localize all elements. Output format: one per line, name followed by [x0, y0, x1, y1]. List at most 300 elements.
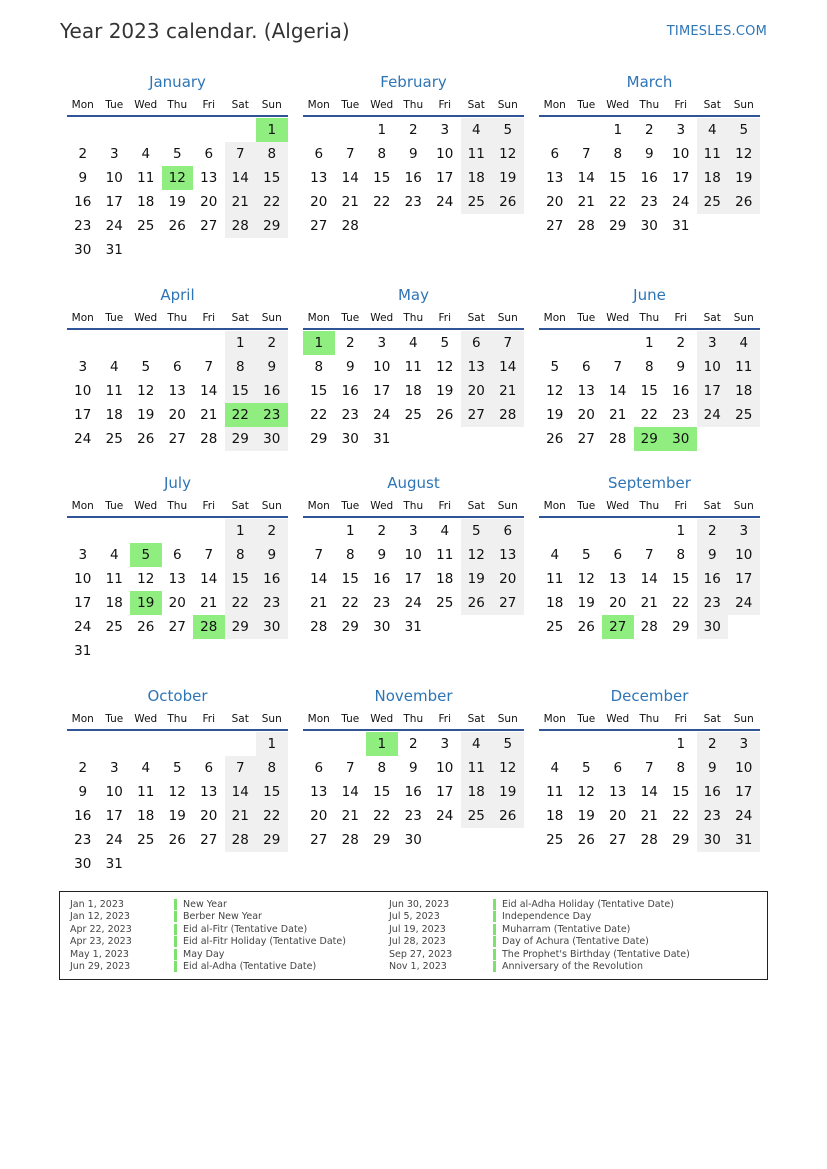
weekday-label: Tue	[577, 713, 596, 725]
day-cell: 23	[74, 832, 92, 848]
day-cell: 26	[492, 804, 524, 828]
day-cell: 17	[697, 379, 729, 403]
weekday-label: Thu	[167, 713, 188, 725]
day-cell: 23	[697, 804, 729, 828]
day-cell: 28	[609, 431, 627, 447]
day-cell: 24	[697, 403, 729, 427]
holiday-marker	[493, 899, 496, 910]
day-cell: 3	[78, 547, 88, 563]
weekday-header	[67, 711, 288, 731]
weekday-label: Sun	[497, 713, 518, 725]
holiday-row	[70, 898, 346, 911]
weekday-label: Wed	[134, 500, 158, 512]
weekday-label: Tue	[577, 99, 596, 111]
weekday-label: Sat	[467, 500, 485, 512]
day-cell: 19	[492, 780, 524, 804]
day-cell: 6	[314, 760, 324, 776]
weekday-label: Wed	[134, 312, 158, 324]
weekday-header	[67, 310, 288, 330]
month-august	[303, 473, 524, 639]
day-cell: 27	[168, 431, 186, 447]
day-cell: 26	[461, 591, 493, 615]
day-cell: 7	[314, 547, 324, 563]
day-cell: 18	[105, 595, 123, 611]
day-cell: 20	[168, 595, 186, 611]
day-cell: 22	[373, 194, 391, 210]
weekday-label: Sun	[497, 99, 518, 111]
weekday-label: Mon	[543, 713, 566, 725]
weekday-label: Sun	[733, 99, 754, 111]
day-cell: 8	[314, 359, 324, 375]
day-cell: 28	[225, 828, 257, 852]
day-cell: 3	[676, 122, 686, 138]
weekday-label: Wed	[606, 312, 630, 324]
day-cell: 20	[310, 808, 328, 824]
day-cell: 26	[492, 190, 524, 214]
day-cell: 1	[377, 122, 387, 138]
day-cell: 12	[577, 571, 595, 587]
day-cell: 9	[256, 543, 288, 567]
month-name: November	[374, 687, 453, 705]
day-cell: 22	[672, 808, 690, 824]
day-grid	[539, 732, 760, 852]
day-cell: 22	[672, 595, 690, 611]
month-november	[303, 686, 524, 852]
day-cell: 17	[105, 808, 123, 824]
day-cell: 22	[225, 591, 257, 615]
day-cell: 28	[200, 431, 218, 447]
day-cell: 4	[141, 760, 151, 776]
day-cell: 28	[640, 619, 658, 635]
day-cell: 7	[204, 359, 214, 375]
day-cell: 15	[373, 784, 391, 800]
month-name: June	[633, 286, 666, 304]
holiday-row	[389, 923, 690, 936]
day-cell: 23	[74, 218, 92, 234]
day-cell: 10	[728, 543, 760, 567]
day-cell: 22	[256, 190, 288, 214]
day-cell: 11	[105, 571, 123, 587]
day-cell: 31	[105, 856, 123, 872]
holiday-marker	[493, 936, 496, 947]
day-cell: 24	[74, 619, 92, 635]
day-cell: 16	[373, 571, 391, 587]
day-cell: 27	[546, 218, 564, 234]
day-cell: 1	[676, 523, 686, 539]
holiday-marker	[493, 961, 496, 972]
day-cell: 31	[373, 431, 391, 447]
day-cell-holiday: 22	[225, 403, 257, 427]
day-cell: 7	[613, 359, 623, 375]
day-cell: 1	[225, 519, 257, 543]
day-cell: 19	[492, 166, 524, 190]
day-cell: 4	[408, 335, 418, 351]
month-june	[539, 285, 760, 451]
weekday-label: Thu	[639, 99, 660, 111]
day-cell: 19	[168, 808, 186, 824]
weekday-label: Mon	[307, 500, 330, 512]
site-link[interactable]: TIMESLES.COM	[666, 24, 767, 39]
day-cell: 27	[492, 591, 524, 615]
day-cell: 27	[577, 431, 595, 447]
day-cell: 31	[728, 828, 760, 852]
day-cell: 21	[225, 804, 257, 828]
holiday-row	[389, 961, 690, 974]
day-cell: 14	[341, 784, 359, 800]
day-cell: 12	[546, 383, 564, 399]
day-cell: 28	[341, 218, 359, 234]
weekday-label: Sat	[467, 312, 485, 324]
day-grid	[539, 519, 760, 639]
day-cell: 25	[697, 190, 729, 214]
month-name: May	[397, 286, 429, 304]
day-cell: 11	[436, 547, 454, 563]
day-cell: 16	[74, 808, 92, 824]
day-cell: 17	[373, 383, 391, 399]
weekday-header	[303, 711, 524, 731]
day-grid	[539, 118, 760, 238]
day-cell: 19	[461, 567, 493, 591]
weekday-label: Mon	[71, 99, 94, 111]
day-cell: 13	[200, 784, 218, 800]
day-cell: 4	[550, 760, 560, 776]
holiday-row	[389, 948, 690, 961]
day-cell: 15	[256, 780, 288, 804]
day-cell: 13	[168, 571, 186, 587]
day-cell: 24	[436, 808, 454, 824]
day-cell: 14	[577, 170, 595, 186]
day-cell-holiday: 30	[665, 427, 697, 451]
weekday-header	[303, 97, 524, 117]
day-cell: 23	[373, 595, 391, 611]
day-cell: 5	[141, 359, 151, 375]
day-cell: 10	[74, 571, 92, 587]
weekday-label: Fri	[674, 500, 687, 512]
day-cell: 10	[697, 355, 729, 379]
weekday-header	[539, 711, 760, 731]
day-cell: 22	[341, 595, 359, 611]
day-cell: 26	[546, 431, 564, 447]
day-cell: 17	[436, 170, 454, 186]
day-cell: 3	[377, 335, 387, 351]
day-cell: 21	[492, 379, 524, 403]
day-cell: 27	[168, 619, 186, 635]
weekday-label: Fri	[202, 312, 215, 324]
month-name: January	[149, 73, 206, 91]
day-cell: 27	[609, 832, 627, 848]
day-cell: 24	[728, 591, 760, 615]
weekday-label: Thu	[167, 99, 188, 111]
day-cell: 3	[408, 523, 418, 539]
day-grid	[67, 118, 288, 262]
day-cell-holiday: 28	[193, 615, 225, 639]
weekday-label: Tue	[105, 713, 124, 725]
day-cell: 12	[137, 571, 155, 587]
day-cell: 3	[728, 519, 760, 543]
day-cell: 28	[225, 214, 257, 238]
day-cell: 19	[436, 383, 454, 399]
day-cell: 29	[225, 427, 257, 451]
day-cell: 1	[644, 335, 654, 351]
day-cell: 16	[697, 567, 729, 591]
day-cell: 16	[341, 383, 359, 399]
day-cell: 20	[168, 407, 186, 423]
day-cell: 22	[609, 194, 627, 210]
day-cell: 14	[492, 355, 524, 379]
day-cell: 31	[105, 242, 123, 258]
day-cell: 29	[256, 214, 288, 238]
day-cell: 27	[461, 403, 493, 427]
day-cell: 26	[137, 619, 155, 635]
day-cell: 8	[644, 359, 654, 375]
day-cell: 12	[577, 784, 595, 800]
day-cell: 16	[74, 194, 92, 210]
day-cell: 25	[105, 619, 123, 635]
day-cell: 14	[609, 383, 627, 399]
weekday-label: Thu	[639, 713, 660, 725]
holiday-date: Jan 1, 2023	[70, 898, 124, 910]
weekday-label: Sat	[703, 312, 721, 324]
day-cell: 20	[609, 595, 627, 611]
day-cell: 5	[492, 118, 524, 142]
holiday-date: Sep 27, 2023	[389, 948, 453, 960]
day-cell: 26	[577, 619, 595, 635]
day-cell: 5	[172, 760, 182, 776]
month-name: October	[147, 687, 208, 705]
weekday-label: Tue	[577, 312, 596, 324]
weekday-label: Sat	[703, 713, 721, 725]
day-cell: 23	[341, 407, 359, 423]
holiday-name: May Day	[183, 948, 225, 960]
day-cell: 18	[461, 780, 493, 804]
day-cell: 9	[256, 355, 288, 379]
day-cell: 28	[310, 619, 328, 635]
day-cell-holiday: 27	[602, 615, 634, 639]
day-cell: 21	[609, 407, 627, 423]
holiday-row	[70, 936, 346, 949]
day-cell: 30	[640, 218, 658, 234]
holiday-name: Anniversary of the Revolution	[502, 961, 643, 973]
day-cell: 5	[440, 335, 450, 351]
day-cell: 6	[613, 760, 623, 776]
day-cell: 21	[225, 190, 257, 214]
day-cell: 2	[676, 335, 686, 351]
day-cell: 6	[204, 146, 214, 162]
day-cell: 25	[461, 190, 493, 214]
weekday-label: Mon	[543, 500, 566, 512]
day-cell: 30	[256, 615, 288, 639]
day-cell: 18	[105, 407, 123, 423]
holiday-row	[70, 923, 346, 936]
holiday-date: Jul 28, 2023	[389, 936, 446, 948]
day-cell: 26	[168, 218, 186, 234]
weekday-header	[303, 498, 524, 518]
weekday-label: Wed	[134, 713, 158, 725]
day-cell-holiday: 1	[303, 331, 335, 355]
weekday-label: Thu	[639, 500, 660, 512]
weekday-label: Thu	[403, 312, 424, 324]
day-cell: 16	[404, 170, 422, 186]
holiday-marker	[174, 961, 177, 972]
day-cell: 23	[404, 808, 422, 824]
weekday-label: Fri	[674, 312, 687, 324]
day-cell: 7	[581, 146, 591, 162]
day-cell: 2	[78, 146, 88, 162]
day-cell: 6	[492, 519, 524, 543]
day-cell: 30	[404, 832, 422, 848]
day-cell: 20	[492, 567, 524, 591]
day-cell: 28	[640, 832, 658, 848]
day-cell: 30	[697, 615, 729, 639]
day-cell: 17	[404, 571, 422, 587]
day-cell-holiday: 29	[634, 427, 666, 451]
day-cell: 29	[672, 619, 690, 635]
day-cell: 12	[728, 142, 760, 166]
day-cell: 25	[546, 619, 564, 635]
day-cell: 23	[404, 194, 422, 210]
month-april	[67, 285, 288, 451]
day-cell: 9	[408, 146, 418, 162]
day-cell: 4	[697, 118, 729, 142]
holiday-marker	[493, 924, 496, 935]
weekday-label: Sun	[497, 500, 518, 512]
day-cell: 19	[577, 595, 595, 611]
day-cell: 18	[404, 383, 422, 399]
day-cell: 25	[137, 218, 155, 234]
day-cell: 6	[581, 359, 591, 375]
month-december	[539, 686, 760, 852]
day-cell: 29	[341, 619, 359, 635]
holiday-list-right	[389, 898, 690, 973]
day-cell: 13	[609, 571, 627, 587]
day-cell: 3	[109, 760, 119, 776]
day-cell: 29	[225, 615, 257, 639]
weekday-label: Sun	[733, 713, 754, 725]
weekday-label: Wed	[606, 99, 630, 111]
day-cell: 15	[256, 166, 288, 190]
weekday-label: Wed	[370, 500, 394, 512]
day-cell: 5	[581, 760, 591, 776]
weekday-label: Mon	[543, 99, 566, 111]
holiday-marker	[174, 949, 177, 960]
day-cell: 4	[440, 523, 450, 539]
weekday-label: Sun	[497, 312, 518, 324]
holiday-date: Jun 30, 2023	[389, 898, 450, 910]
day-cell: 3	[109, 146, 119, 162]
day-cell: 1	[613, 122, 623, 138]
day-cell: 19	[137, 407, 155, 423]
weekday-label: Thu	[403, 99, 424, 111]
day-cell: 11	[137, 784, 155, 800]
day-cell: 7	[345, 760, 355, 776]
day-cell: 11	[697, 142, 729, 166]
day-cell: 18	[461, 166, 493, 190]
holiday-date: Jun 29, 2023	[70, 961, 131, 973]
day-cell: 18	[546, 595, 564, 611]
day-cell: 6	[461, 331, 493, 355]
day-cell: 24	[436, 194, 454, 210]
day-cell: 3	[440, 736, 450, 752]
day-cell: 11	[461, 756, 493, 780]
day-cell: 28	[341, 832, 359, 848]
weekday-label: Mon	[307, 713, 330, 725]
day-cell: 13	[310, 170, 328, 186]
day-cell: 27	[200, 832, 218, 848]
day-cell: 24	[74, 431, 92, 447]
weekday-label: Thu	[403, 500, 424, 512]
day-cell: 20	[461, 379, 493, 403]
month-may	[303, 285, 524, 451]
day-cell: 25	[728, 403, 760, 427]
day-cell: 14	[341, 170, 359, 186]
day-cell: 1	[676, 736, 686, 752]
weekday-label: Mon	[71, 500, 94, 512]
weekday-label: Thu	[167, 500, 188, 512]
day-cell: 10	[105, 784, 123, 800]
holiday-date: Jul 5, 2023	[389, 911, 440, 923]
day-cell: 9	[78, 170, 88, 186]
day-cell: 8	[345, 547, 355, 563]
weekday-label: Sat	[231, 713, 249, 725]
day-cell: 9	[697, 756, 729, 780]
day-cell: 14	[200, 383, 218, 399]
day-cell: 18	[436, 571, 454, 587]
weekday-header	[67, 97, 288, 117]
day-cell: 22	[373, 808, 391, 824]
holiday-marker	[174, 911, 177, 922]
day-cell: 6	[172, 359, 182, 375]
day-cell: 31	[672, 218, 690, 234]
day-cell: 21	[577, 194, 595, 210]
day-cell: 17	[728, 567, 760, 591]
day-cell: 4	[461, 118, 493, 142]
day-cell: 8	[676, 760, 686, 776]
day-cell: 14	[200, 571, 218, 587]
weekday-label: Thu	[167, 312, 188, 324]
day-cell: 29	[373, 832, 391, 848]
day-cell: 11	[546, 571, 564, 587]
day-cell: 16	[640, 170, 658, 186]
weekday-label: Fri	[438, 713, 451, 725]
day-cell: 29	[310, 431, 328, 447]
day-cell: 26	[577, 832, 595, 848]
day-cell: 7	[225, 142, 257, 166]
weekday-label: Sun	[261, 312, 282, 324]
day-cell: 10	[373, 359, 391, 375]
month-name: April	[160, 286, 195, 304]
day-grid	[303, 331, 524, 451]
day-cell: 30	[256, 427, 288, 451]
day-cell: 21	[200, 407, 218, 423]
weekday-label: Tue	[341, 713, 360, 725]
weekday-label: Sun	[733, 500, 754, 512]
day-cell: 29	[609, 218, 627, 234]
day-cell: 24	[373, 407, 391, 423]
holiday-marker	[493, 949, 496, 960]
day-cell: 10	[404, 547, 422, 563]
day-cell: 2	[408, 122, 418, 138]
weekday-label: Wed	[606, 500, 630, 512]
day-cell: 21	[640, 595, 658, 611]
day-cell: 3	[728, 732, 760, 756]
day-cell: 8	[377, 760, 387, 776]
day-cell: 8	[225, 543, 257, 567]
weekday-label: Mon	[307, 99, 330, 111]
day-cell: 1	[225, 331, 257, 355]
day-cell: 20	[546, 194, 564, 210]
weekday-label: Tue	[105, 312, 124, 324]
day-cell: 11	[137, 170, 155, 186]
